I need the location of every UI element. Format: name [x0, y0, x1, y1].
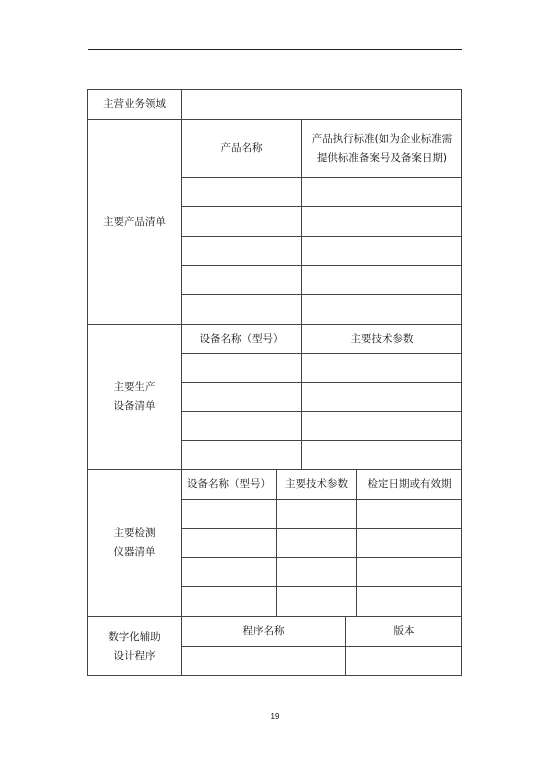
instrument-row-2-params[interactable] — [276, 528, 356, 557]
program-row-version[interactable] — [345, 646, 462, 676]
instrument-row-3-params[interactable] — [276, 557, 356, 586]
products-row-4-standard[interactable] — [301, 265, 462, 294]
equipment-row-3-name[interactable] — [181, 411, 301, 440]
digital-design-section-label — [87, 616, 181, 676]
production-equipment-section-label — [87, 324, 181, 469]
program-header-version-text: 版本 — [393, 625, 415, 638]
products-header-name — [181, 119, 301, 177]
equipment-header-params — [301, 324, 462, 353]
equipment-row-3-params[interactable] — [301, 411, 462, 440]
equipment-header-name — [181, 324, 301, 353]
instrument-row-2-calibration[interactable] — [356, 528, 462, 557]
products-section-label — [87, 119, 181, 324]
instrument-header-name — [181, 469, 276, 499]
equipment-header-params-text: 主要技术参数 — [350, 332, 414, 345]
instrument-row-4-calibration[interactable] — [356, 586, 462, 616]
equipment-row-1-params[interactable] — [301, 353, 462, 382]
testing-instruments-label-line2: 仪器清单 — [113, 546, 156, 558]
program-header-name — [181, 616, 345, 646]
business-scope-label — [87, 89, 181, 119]
products-row-1-standard[interactable] — [301, 177, 462, 206]
instrument-header-name-text: 设备名称（型号） — [187, 478, 271, 491]
instrument-header-calibration — [356, 469, 462, 499]
instrument-row-1-name[interactable] — [181, 499, 276, 528]
production-equipment-label-line2: 设备清单 — [113, 400, 156, 412]
equipment-row-1-name[interactable] — [181, 353, 301, 382]
program-row-name[interactable] — [181, 646, 345, 676]
products-row-5-standard[interactable] — [301, 294, 462, 324]
page-number: 19 — [270, 712, 280, 721]
products-row-2-name[interactable] — [181, 206, 301, 236]
instrument-header-params-text: 主要技术参数 — [285, 478, 348, 491]
business-scope-field[interactable] — [181, 89, 462, 119]
equipment-header-name-text: 设备名称（型号） — [199, 332, 284, 345]
digital-design-label-line1: 数字化辅助 — [108, 630, 161, 643]
instrument-row-3-calibration[interactable] — [356, 557, 462, 586]
products-header-standard-line2: 提供标准备案号及备案日期) — [316, 151, 448, 164]
business-scope-label-text: 主营业务领域 — [103, 98, 166, 111]
program-header-name-text: 程序名称 — [242, 625, 285, 638]
products-header-standard-line1: 产品执行标准(如为企业标准需 — [311, 132, 453, 145]
header-rule — [88, 49, 462, 50]
instrument-row-4-name[interactable] — [181, 586, 276, 616]
instrument-row-1-calibration[interactable] — [356, 499, 462, 528]
instrument-row-2-name[interactable] — [181, 528, 276, 557]
enterprise-info-form — [87, 89, 462, 676]
testing-instruments-label-line1: 主要检测 — [113, 527, 156, 540]
digital-design-label-line2: 设计程序 — [113, 649, 156, 662]
products-header-name-text: 产品名称 — [220, 142, 263, 155]
testing-instruments-section-label — [87, 469, 181, 616]
equipment-row-2-params[interactable] — [301, 382, 462, 411]
instrument-row-4-params[interactable] — [276, 586, 356, 616]
instrument-header-params — [276, 469, 356, 499]
equipment-row-4-name[interactable] — [181, 440, 301, 469]
products-label-text: 主要产品清单 — [103, 215, 166, 228]
equipment-row-4-params[interactable] — [301, 440, 462, 469]
products-row-3-standard[interactable] — [301, 236, 462, 265]
products-row-5-name[interactable] — [181, 294, 301, 324]
products-row-4-name[interactable] — [181, 265, 301, 294]
products-header-standard — [301, 119, 462, 177]
products-row-3-name[interactable] — [181, 236, 301, 265]
products-row-1-name[interactable] — [181, 177, 301, 206]
instrument-row-1-params[interactable] — [276, 499, 356, 528]
production-equipment-label-line1: 主要生产 — [113, 381, 156, 394]
equipment-row-2-name[interactable] — [181, 382, 301, 411]
instrument-header-calibration-text: 检定日期或有效期 — [367, 478, 452, 491]
instrument-row-3-name[interactable] — [181, 557, 276, 586]
products-row-2-standard[interactable] — [301, 206, 462, 236]
program-header-version — [345, 616, 462, 646]
